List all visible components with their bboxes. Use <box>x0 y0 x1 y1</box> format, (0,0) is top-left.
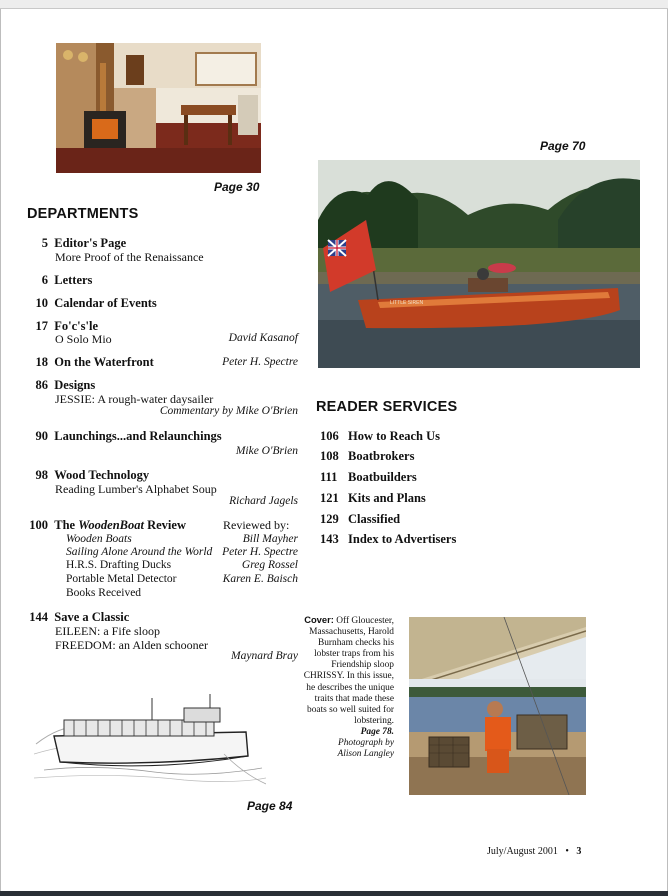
dept-author: Mike O'Brien <box>235 445 298 457</box>
review-book-reviewer: Peter H. Spectre <box>222 546 298 558</box>
rs-title: How to Reach Us <box>348 429 441 443</box>
dept-item-editors-page <box>30 236 126 250</box>
review-book-title: H.R.S. Drafting Ducks <box>66 559 172 571</box>
cabin-interior-photo <box>56 43 261 173</box>
boat-sketch-illustration <box>34 684 266 790</box>
dept-item-calendar <box>30 296 157 310</box>
dept-item-forecastle <box>30 319 98 333</box>
dept-title: On the Waterfront <box>54 355 154 369</box>
rs-num: 108 <box>320 449 339 463</box>
reader-service-item <box>320 512 400 527</box>
dept-title: Wood Technology <box>54 468 150 482</box>
rs-title: Kits and Plans <box>348 491 426 505</box>
footer-bullet: • <box>565 846 569 857</box>
review-book-reviewer: Karen E. Baisch <box>222 573 298 585</box>
boat-name-text: LITTLE SIREN <box>390 300 424 306</box>
review-book-title: Wooden Boats <box>66 533 132 545</box>
rs-title: Index to Advertisers <box>348 532 457 546</box>
dept-num: 144 <box>29 610 48 624</box>
cover-sailboat-photo <box>409 617 586 795</box>
review-book-reviewer: Greg Rossel <box>241 559 298 571</box>
cover-caption <box>300 614 394 760</box>
dept-num: 100 <box>29 518 48 532</box>
dept-num: 17 <box>35 319 48 333</box>
dept-item-designs <box>30 378 95 392</box>
rs-num: 143 <box>320 532 339 546</box>
rs-num: 121 <box>320 491 339 505</box>
departments-heading: DEPARTMENTS <box>27 206 139 222</box>
footer-page-number: 3 <box>576 846 582 857</box>
dept-num: 98 <box>35 468 48 482</box>
dept-author: David Kasanof <box>228 332 298 344</box>
review-book-title: Books Received <box>66 587 142 599</box>
dept-author: Maynard Bray <box>231 650 298 662</box>
cover-label: Cover: <box>304 614 334 625</box>
dept-num: 90 <box>35 429 48 443</box>
dept-sub: Reading Lumber's Alphabet Soup <box>55 482 217 496</box>
cover-page-ref: Page 78. <box>360 726 394 737</box>
dept-item-review <box>24 518 186 532</box>
review-title-magazine: WoodenBoat <box>78 518 144 532</box>
rs-title: Boatbuilders <box>348 470 417 484</box>
rs-title: Classified <box>348 512 401 526</box>
page-top-edge <box>0 0 668 9</box>
dept-author: Richard Jagels <box>229 495 298 507</box>
dept-title: Designs <box>54 378 96 392</box>
reader-services-heading: READER SERVICES <box>316 399 458 415</box>
page-84-caption: Page 84 <box>247 799 293 813</box>
dept-num: 18 <box>35 355 48 369</box>
dept-item-launchings <box>30 429 222 443</box>
dept-title: Editor's Page <box>54 236 127 250</box>
dept-num: 10 <box>35 296 48 310</box>
dept-title: Fo'c's'le <box>54 319 98 333</box>
dept-author: Peter H. Spectre <box>222 356 298 368</box>
dept-num: 5 <box>41 236 48 250</box>
save-line-2: FREEDOM: an Alden schooner <box>55 638 208 652</box>
footer <box>487 846 581 857</box>
review-title-post: Review <box>143 518 186 532</box>
dept-sub: More Proof of the Renaissance <box>55 250 204 264</box>
reader-service-item <box>320 429 440 444</box>
cover-credit-line1: Photograph by <box>338 738 394 749</box>
save-line-1: EILEEN: a Fife sloop <box>55 624 160 638</box>
page-70-caption: Page 70 <box>540 139 586 153</box>
dept-item-waterfront <box>30 355 154 369</box>
dept-title: Letters <box>54 273 93 287</box>
dept-num: 86 <box>35 378 48 392</box>
rs-num: 106 <box>320 429 339 443</box>
review-book-reviewer: Bill Mayher <box>242 533 298 545</box>
reviewed-by-label: Reviewed by: <box>223 518 290 532</box>
reader-service-item <box>320 532 456 547</box>
dept-author: Commentary by Mike O'Brien <box>159 405 298 417</box>
rs-title: Boatbrokers <box>348 449 415 463</box>
dept-sub: JESSIE: A rough-water daysailer <box>55 392 214 406</box>
dept-sub: O Solo Mio <box>55 332 112 346</box>
dept-item-wood-technology <box>30 468 149 482</box>
page-30-caption: Page 30 <box>214 180 260 194</box>
motorboat-photo <box>318 160 640 368</box>
rs-num: 111 <box>320 470 338 484</box>
cover-text: Off Gloucester, Massachusetts, Harold Burnham checks his lobster traps from his Friendship sloop CHRISSY. In this issue, he describes the unique traits that made these boats so well suited for lobstering. <box>303 616 394 726</box>
reader-service-item <box>320 449 414 464</box>
dept-title: Save a Classic <box>54 610 130 624</box>
cover-credit-line2: Alison Langley <box>337 749 394 760</box>
reader-service-item <box>320 491 426 506</box>
review-title-pre: The <box>54 518 79 532</box>
review-book-title: Portable Metal Detector <box>66 573 177 585</box>
rs-num: 129 <box>320 512 339 526</box>
review-book-title: Sailing Alone Around the World <box>66 546 213 558</box>
dept-title: Calendar of Events <box>54 296 157 310</box>
page-bottom-bar <box>0 891 668 896</box>
dept-item-save-classic <box>24 610 129 624</box>
reader-service-item <box>320 470 417 485</box>
dept-title: Launchings...and Relaunchings <box>54 429 222 443</box>
dept-item-letters <box>30 273 92 287</box>
dept-num: 6 <box>41 273 48 287</box>
footer-issue: July/August 2001 <box>487 846 558 857</box>
